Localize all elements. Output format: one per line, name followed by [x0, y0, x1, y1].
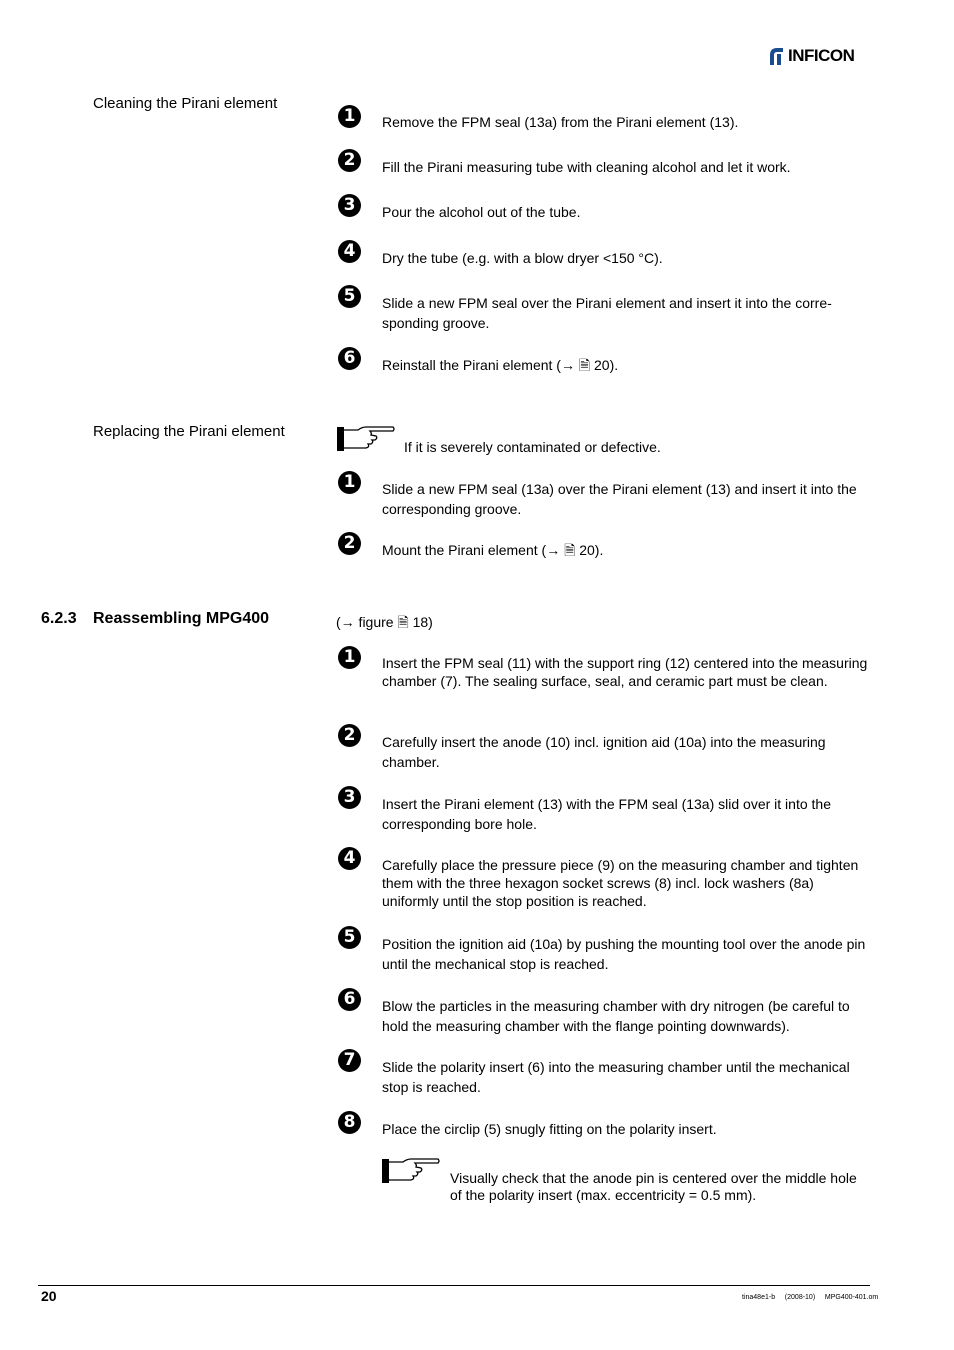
step-text: Insert the Pirani element (13) with the FPM seal (13a) slid over it into the corresponding bore hole. — [382, 796, 831, 832]
inficon-logo — [767, 44, 854, 68]
step-text: Position the ignition aid (10a) by pushing the mounting tool over the anode pin until the mechanical stop is reached. — [382, 936, 866, 972]
pointing-hand-icon — [381, 1156, 441, 1186]
step-number: 6 — [338, 347, 361, 370]
step-text: Pour the alcohol out of the tube. — [382, 204, 581, 220]
figure-reference: (→ figure 🗎 18) — [336, 614, 433, 630]
step-number: 5 — [338, 285, 361, 308]
brand-name: INFICON — [788, 46, 855, 65]
inficon-mark-icon — [767, 45, 785, 67]
page-number: 20 — [41, 1288, 57, 1304]
step-number: 2 — [338, 149, 361, 172]
replacing-heading: Replacing the Pirani element — [93, 423, 285, 440]
step-text: Insert the FPM seal (11) with the support ring (12) centered into the measuring chamber (7). The sealing surface, seal, and ceramic part must be clean. — [382, 655, 868, 689]
step-text: Blow the particles in the measuring chamber with dry nitrogen (be careful to hold the measuring chamber with the flange pointing downwards). — [382, 998, 850, 1034]
step-number: 1 — [338, 646, 361, 669]
step-number: 3 — [338, 194, 361, 217]
step-text: Mount the Pirani element (→ 🗎 20). — [382, 542, 604, 558]
note-text: Visually check that the anode pin is centered over the middle hole of the polarity insert (max. eccentricity = 0.5 mm). — [450, 1170, 857, 1203]
step-number: 1 — [338, 471, 361, 494]
step-text: Slide the polarity insert (6) into the measuring chamber until the mechanical stop is reached. — [382, 1059, 850, 1095]
step-text: Slide a new FPM seal (13a) over the Pirani element (13) and insert it into the corresponding groove. — [382, 481, 857, 517]
cleaning-heading: Cleaning the Pirani element — [93, 95, 278, 112]
note-text: If it is severely contaminated or defective. — [404, 439, 661, 455]
section-number: 6.2.3 — [41, 610, 77, 627]
pointing-hand-icon — [336, 424, 396, 454]
step-number: 1 — [338, 105, 361, 128]
step-number: 2 — [338, 532, 361, 555]
step-text: Carefully place the pressure piece (9) on the measuring chamber and tighten them with the three hexagon socket screws (8) incl. lock washers (8a) uniformly until the stop position is reached. — [382, 857, 859, 909]
step-number: 7 — [338, 1049, 361, 1072]
step-number: 5 — [338, 926, 361, 949]
step-number: 3 — [338, 786, 361, 809]
footer-rule — [38, 1285, 870, 1286]
step-text: Carefully insert the anode (10) incl. ignition aid (10a) into the measuring chamber. — [382, 734, 826, 770]
step-number: 2 — [338, 724, 361, 747]
step-text: Fill the Pirani measuring tube with cleaning alcohol and let it work. — [382, 159, 791, 175]
step-text: Remove the FPM seal (13a) from the Pirani element (13). — [382, 114, 739, 130]
step-number: 4 — [338, 240, 361, 263]
step-text: Reinstall the Pirani element (→ 🗎 20). — [382, 357, 619, 373]
step-text: Dry the tube (e.g. with a blow dryer <150 °C). — [382, 250, 663, 266]
document-id: tina48e1-b (2008-10) MPG400-401.om — [742, 1294, 879, 1301]
section-heading — [41, 609, 269, 628]
step-number: 6 — [338, 988, 361, 1011]
section-title: Reassembling MPG400 — [93, 610, 270, 627]
step-number: 8 — [338, 1111, 361, 1134]
step-text: Slide a new FPM seal over the Pirani element and insert it into the corre-sponding groove. — [382, 295, 832, 331]
step-text: Place the circlip (5) snugly fitting on the polarity insert. — [382, 1121, 717, 1137]
step-number: 4 — [338, 847, 361, 870]
